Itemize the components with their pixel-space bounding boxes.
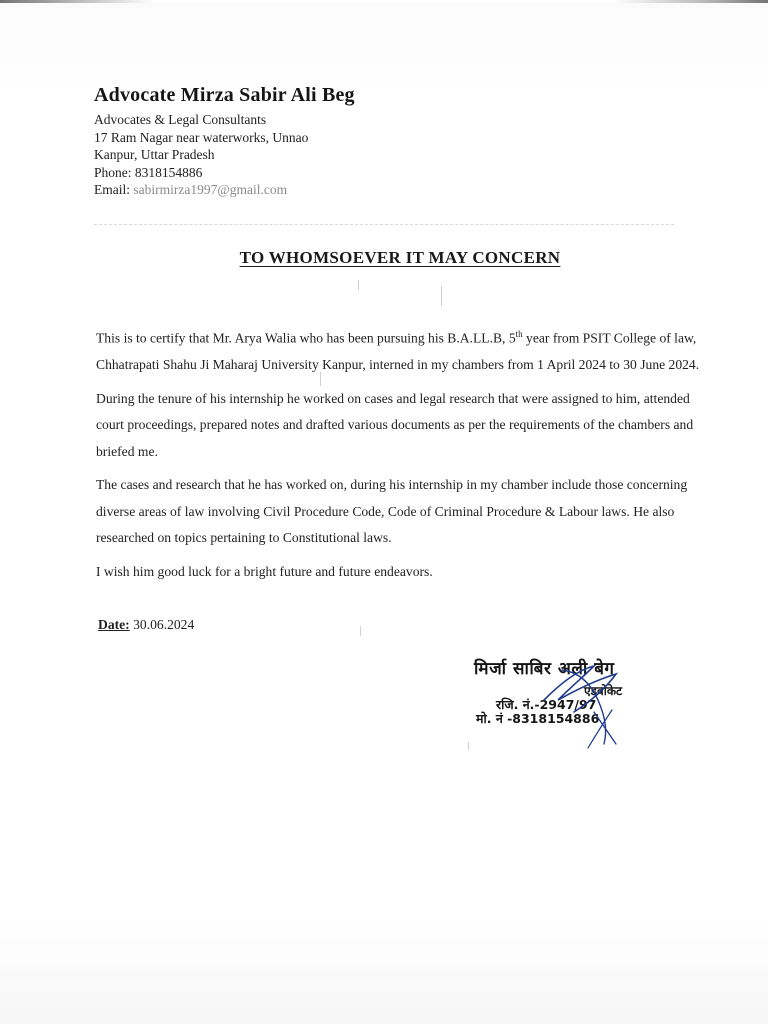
date-label: Date: — [98, 617, 130, 632]
p1-text-b: year from PSIT College of law, Chhatrapati Shahu Ji Maharaj University Kanpur, interned in my chambers from 1 April 2024 to 30 June 2024. — [96, 330, 700, 373]
phone-label: Phone: — [94, 164, 135, 180]
advocate-stamp — [466, 652, 676, 762]
paper-speck — [358, 280, 359, 290]
paragraph-areas: The cases and research that he has worked on, during his internship in my chamber include those concerning diverse areas of law involving Civil Procedure Code, Code of Criminal Procedure & Labour laws. He also researched on topics pertaining to Constitutional laws. — [96, 477, 688, 546]
date-line — [98, 617, 194, 633]
address-line-2: Kanpur, Uttar Pradesh — [94, 147, 215, 162]
designation: Advocates & Legal Consultants — [94, 112, 267, 127]
document-heading: TO WHOMSOEVER IT MAY CONCERN — [239, 248, 561, 267]
phone-number: 8318154886 — [134, 164, 203, 180]
paper-speck — [441, 286, 442, 306]
handwritten-signature — [466, 652, 676, 762]
stamp-registration: रजि. नं.-2947/97 — [496, 697, 597, 712]
letterhead — [94, 84, 494, 199]
email-address: sabirmirza1997@gmail.com — [133, 182, 288, 197]
stamp-title-hindi: एडवोकेट — [584, 684, 623, 698]
paper-speck — [468, 742, 469, 750]
certificate-body — [96, 321, 706, 595]
stamp-name-hindi: मिर्जा साबिर अली बेग — [474, 659, 615, 679]
date-value: 30.06.2024 — [129, 617, 195, 632]
paper-speck — [320, 372, 321, 386]
email-label: Email: — [94, 182, 134, 197]
letterhead-divider — [94, 224, 674, 225]
p1-superscript: th — [515, 329, 523, 339]
paragraph-wishes: I wish him good luck for a bright future and future endeavors. — [96, 563, 433, 579]
paragraph-duties: During the tenure of his internship he worked on cases and legal research that were assigned to him, attended court proceedings, prepared notes and drafted various documents as per the requirements of the chambers and briefed me. — [96, 390, 694, 459]
email-line — [94, 181, 494, 199]
address-line-1: 17 Ram Nagar near waterworks, Unnao — [94, 129, 309, 145]
phone-line — [94, 164, 494, 182]
stamp-mobile: मो. नं -8318154886 — [476, 711, 600, 726]
scan-edge — [0, 0, 768, 3]
paper-speck — [360, 626, 361, 636]
p1-text-a: This is to certify that Mr. Arya Walia who has been pursuing his B.A.LL.B, 5 — [96, 330, 516, 346]
advocate-name: Advocate Mirza Sabir Ali Beg — [94, 84, 355, 106]
paragraph-certification — [96, 321, 706, 379]
